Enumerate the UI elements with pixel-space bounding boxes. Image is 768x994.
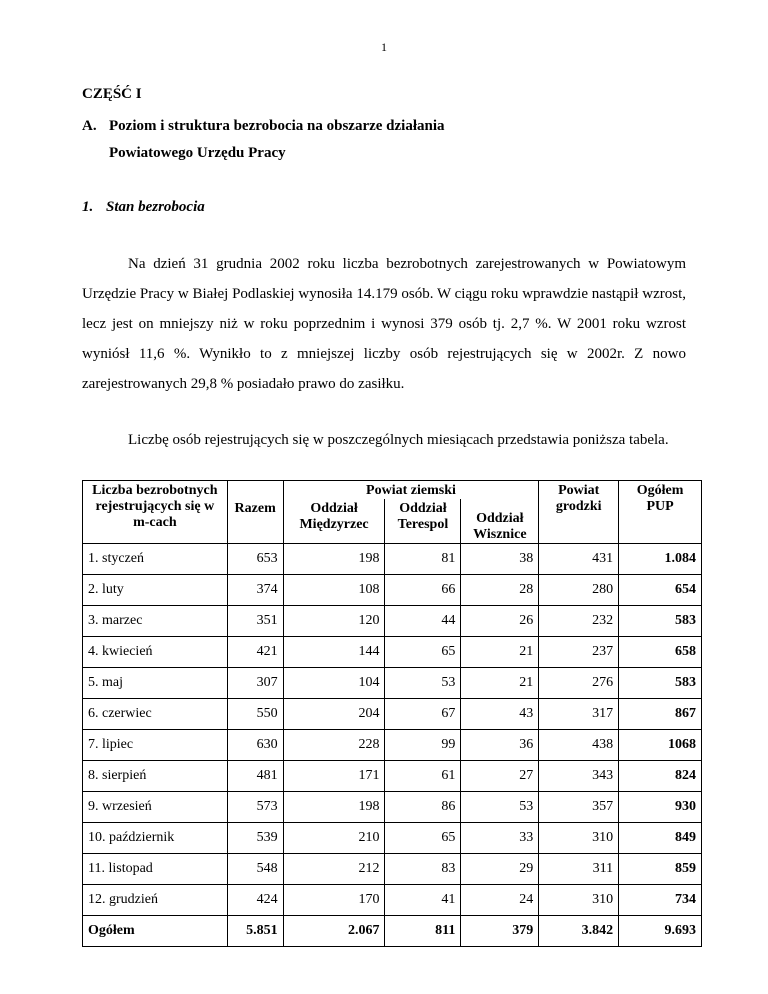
paragraph-1: Na dzień 31 grudnia 2002 roku liczba bezrobotnych zarejestrowanych w Powiatowym Urzędzie Pracy w Białej Podlaskiej wynosiła 14.179 osób. W ciągu roku wprawdzie nastąpił wzrost, lecz jest on mniejszy niż w roku poprzednim i wynosi 379 osób tj. 2,7 %. W 2001 roku wzrost wyniósł 11,6 %. Wynikło to z mniejszej liczby osób rejestrujących się w 2002r. Z nowo zarejestrowanych 29,8 % posiadało prawo do zasiłku. (82, 256, 686, 392)
row-label: 4. kwiecień (83, 637, 228, 668)
cell-razem: 630 (227, 730, 283, 761)
cell-grodzki: 431 (539, 544, 619, 575)
header-ogolem-pup: Ogółem PUP (619, 481, 702, 544)
row-label: 3. marzec (83, 606, 228, 637)
cell-grodzki: 232 (539, 606, 619, 637)
header-razem: Razem (227, 481, 283, 544)
cell-wisznice: 53 (461, 792, 539, 823)
cell-miedzyrzec: 144 (283, 637, 385, 668)
table-row (83, 575, 702, 606)
total-terespol: 811 (385, 916, 461, 947)
table-row (83, 699, 702, 730)
cell-ogolem: 867 (619, 699, 702, 730)
cell-terespol: 67 (385, 699, 461, 730)
table-total-row (83, 916, 702, 947)
paragraph-2: Liczbę osób rejestrujących się w poszczególnych miesiącach przedstawia poniższa tabela. (128, 432, 669, 448)
cell-miedzyrzec: 170 (283, 885, 385, 916)
cell-razem: 424 (227, 885, 283, 916)
cell-ogolem: 824 (619, 761, 702, 792)
section-a-heading (82, 113, 445, 167)
total-label: Ogółem (83, 916, 228, 947)
paragraph-2-block (82, 425, 686, 455)
table-row (83, 761, 702, 792)
total-wisznice: 379 (461, 916, 539, 947)
page-number: 1 (381, 40, 387, 54)
subsection-title: Stan bezrobocia (106, 199, 205, 215)
cell-wisznice: 33 (461, 823, 539, 854)
cell-miedzyrzec: 104 (283, 668, 385, 699)
cell-ogolem: 734 (619, 885, 702, 916)
section-a-letter: A. (82, 118, 97, 134)
table-row (83, 606, 702, 637)
row-label: 2. luty (83, 575, 228, 606)
row-label: 6. czerwiec (83, 699, 228, 730)
cell-miedzyrzec: 204 (283, 699, 385, 730)
table-row (83, 823, 702, 854)
cell-terespol: 61 (385, 761, 461, 792)
row-label: 1. styczeń (83, 544, 228, 575)
cell-terespol: 86 (385, 792, 461, 823)
cell-wisznice: 43 (461, 699, 539, 730)
cell-terespol: 99 (385, 730, 461, 761)
cell-razem: 539 (227, 823, 283, 854)
cell-terespol: 44 (385, 606, 461, 637)
cell-grodzki: 438 (539, 730, 619, 761)
cell-miedzyrzec: 198 (283, 792, 385, 823)
cell-terespol: 65 (385, 637, 461, 668)
cell-razem: 573 (227, 792, 283, 823)
cell-ogolem: 1.084 (619, 544, 702, 575)
row-label: 8. sierpień (83, 761, 228, 792)
cell-ogolem: 583 (619, 668, 702, 699)
cell-terespol: 53 (385, 668, 461, 699)
row-label: 12. grudzień (83, 885, 228, 916)
total-grodzki: 3.842 (539, 916, 619, 947)
cell-miedzyrzec: 171 (283, 761, 385, 792)
table-row (83, 730, 702, 761)
row-label: 10. październik (83, 823, 228, 854)
cell-ogolem: 1068 (619, 730, 702, 761)
cell-razem: 550 (227, 699, 283, 730)
row-label: 7. lipiec (83, 730, 228, 761)
cell-wisznice: 29 (461, 854, 539, 885)
table-header-row (83, 481, 702, 500)
cell-miedzyrzec: 108 (283, 575, 385, 606)
cell-terespol: 81 (385, 544, 461, 575)
table-row (83, 792, 702, 823)
cell-wisznice: 24 (461, 885, 539, 916)
cell-grodzki: 311 (539, 854, 619, 885)
cell-grodzki: 280 (539, 575, 619, 606)
cell-wisznice: 27 (461, 761, 539, 792)
registrations-table (82, 480, 702, 947)
cell-miedzyrzec: 198 (283, 544, 385, 575)
cell-razem: 481 (227, 761, 283, 792)
cell-razem: 307 (227, 668, 283, 699)
cell-grodzki: 310 (539, 885, 619, 916)
cell-ogolem: 654 (619, 575, 702, 606)
cell-terespol: 66 (385, 575, 461, 606)
table-row (83, 885, 702, 916)
cell-razem: 421 (227, 637, 283, 668)
header-oddzial-wisznice: Oddział Wisznice (461, 499, 539, 544)
subsection-heading (82, 199, 205, 216)
cell-wisznice: 21 (461, 637, 539, 668)
table-row (83, 544, 702, 575)
cell-terespol: 41 (385, 885, 461, 916)
row-label: 5. maj (83, 668, 228, 699)
part-title: CZĘŚĆ I (82, 86, 142, 102)
cell-grodzki: 276 (539, 668, 619, 699)
cell-ogolem: 930 (619, 792, 702, 823)
cell-wisznice: 38 (461, 544, 539, 575)
cell-ogolem: 583 (619, 606, 702, 637)
header-powiat-grodzki: Powiat grodzki (539, 481, 619, 544)
cell-wisznice: 36 (461, 730, 539, 761)
section-a-title-line1: Poziom i struktura bezrobocia na obszarze działania (109, 118, 445, 134)
cell-ogolem: 849 (619, 823, 702, 854)
table-row (83, 637, 702, 668)
cell-miedzyrzec: 120 (283, 606, 385, 637)
cell-grodzki: 317 (539, 699, 619, 730)
cell-ogolem: 658 (619, 637, 702, 668)
cell-grodzki: 343 (539, 761, 619, 792)
row-label: 9. wrzesień (83, 792, 228, 823)
subsection-number: 1. (82, 199, 94, 215)
section-a-title-line2: Powiatowego Urzędu Pracy (109, 145, 286, 161)
cell-grodzki: 357 (539, 792, 619, 823)
cell-razem: 351 (227, 606, 283, 637)
header-oddzial-miedzyrzec: Oddział Międzyrzec (283, 499, 385, 544)
paragraph-1-block (82, 249, 686, 399)
row-label: 11. listopad (83, 854, 228, 885)
header-powiat-ziemski: Powiat ziemski (283, 481, 539, 500)
cell-terespol: 65 (385, 823, 461, 854)
header-label: Liczba bezrobotnych rejestrujących się w m-cach (83, 481, 228, 544)
cell-razem: 374 (227, 575, 283, 606)
cell-wisznice: 26 (461, 606, 539, 637)
cell-terespol: 83 (385, 854, 461, 885)
total-ogolem: 9.693 (619, 916, 702, 947)
cell-miedzyrzec: 212 (283, 854, 385, 885)
table-row (83, 854, 702, 885)
cell-grodzki: 310 (539, 823, 619, 854)
cell-razem: 548 (227, 854, 283, 885)
cell-ogolem: 859 (619, 854, 702, 885)
cell-wisznice: 28 (461, 575, 539, 606)
total-razem: 5.851 (227, 916, 283, 947)
header-oddzial-terespol: Oddział Terespol (385, 499, 461, 544)
section-a-line1 (82, 113, 445, 140)
total-miedzyrzec: 2.067 (283, 916, 385, 947)
cell-miedzyrzec: 228 (283, 730, 385, 761)
cell-wisznice: 21 (461, 668, 539, 699)
cell-grodzki: 237 (539, 637, 619, 668)
cell-razem: 653 (227, 544, 283, 575)
cell-miedzyrzec: 210 (283, 823, 385, 854)
table-row (83, 668, 702, 699)
